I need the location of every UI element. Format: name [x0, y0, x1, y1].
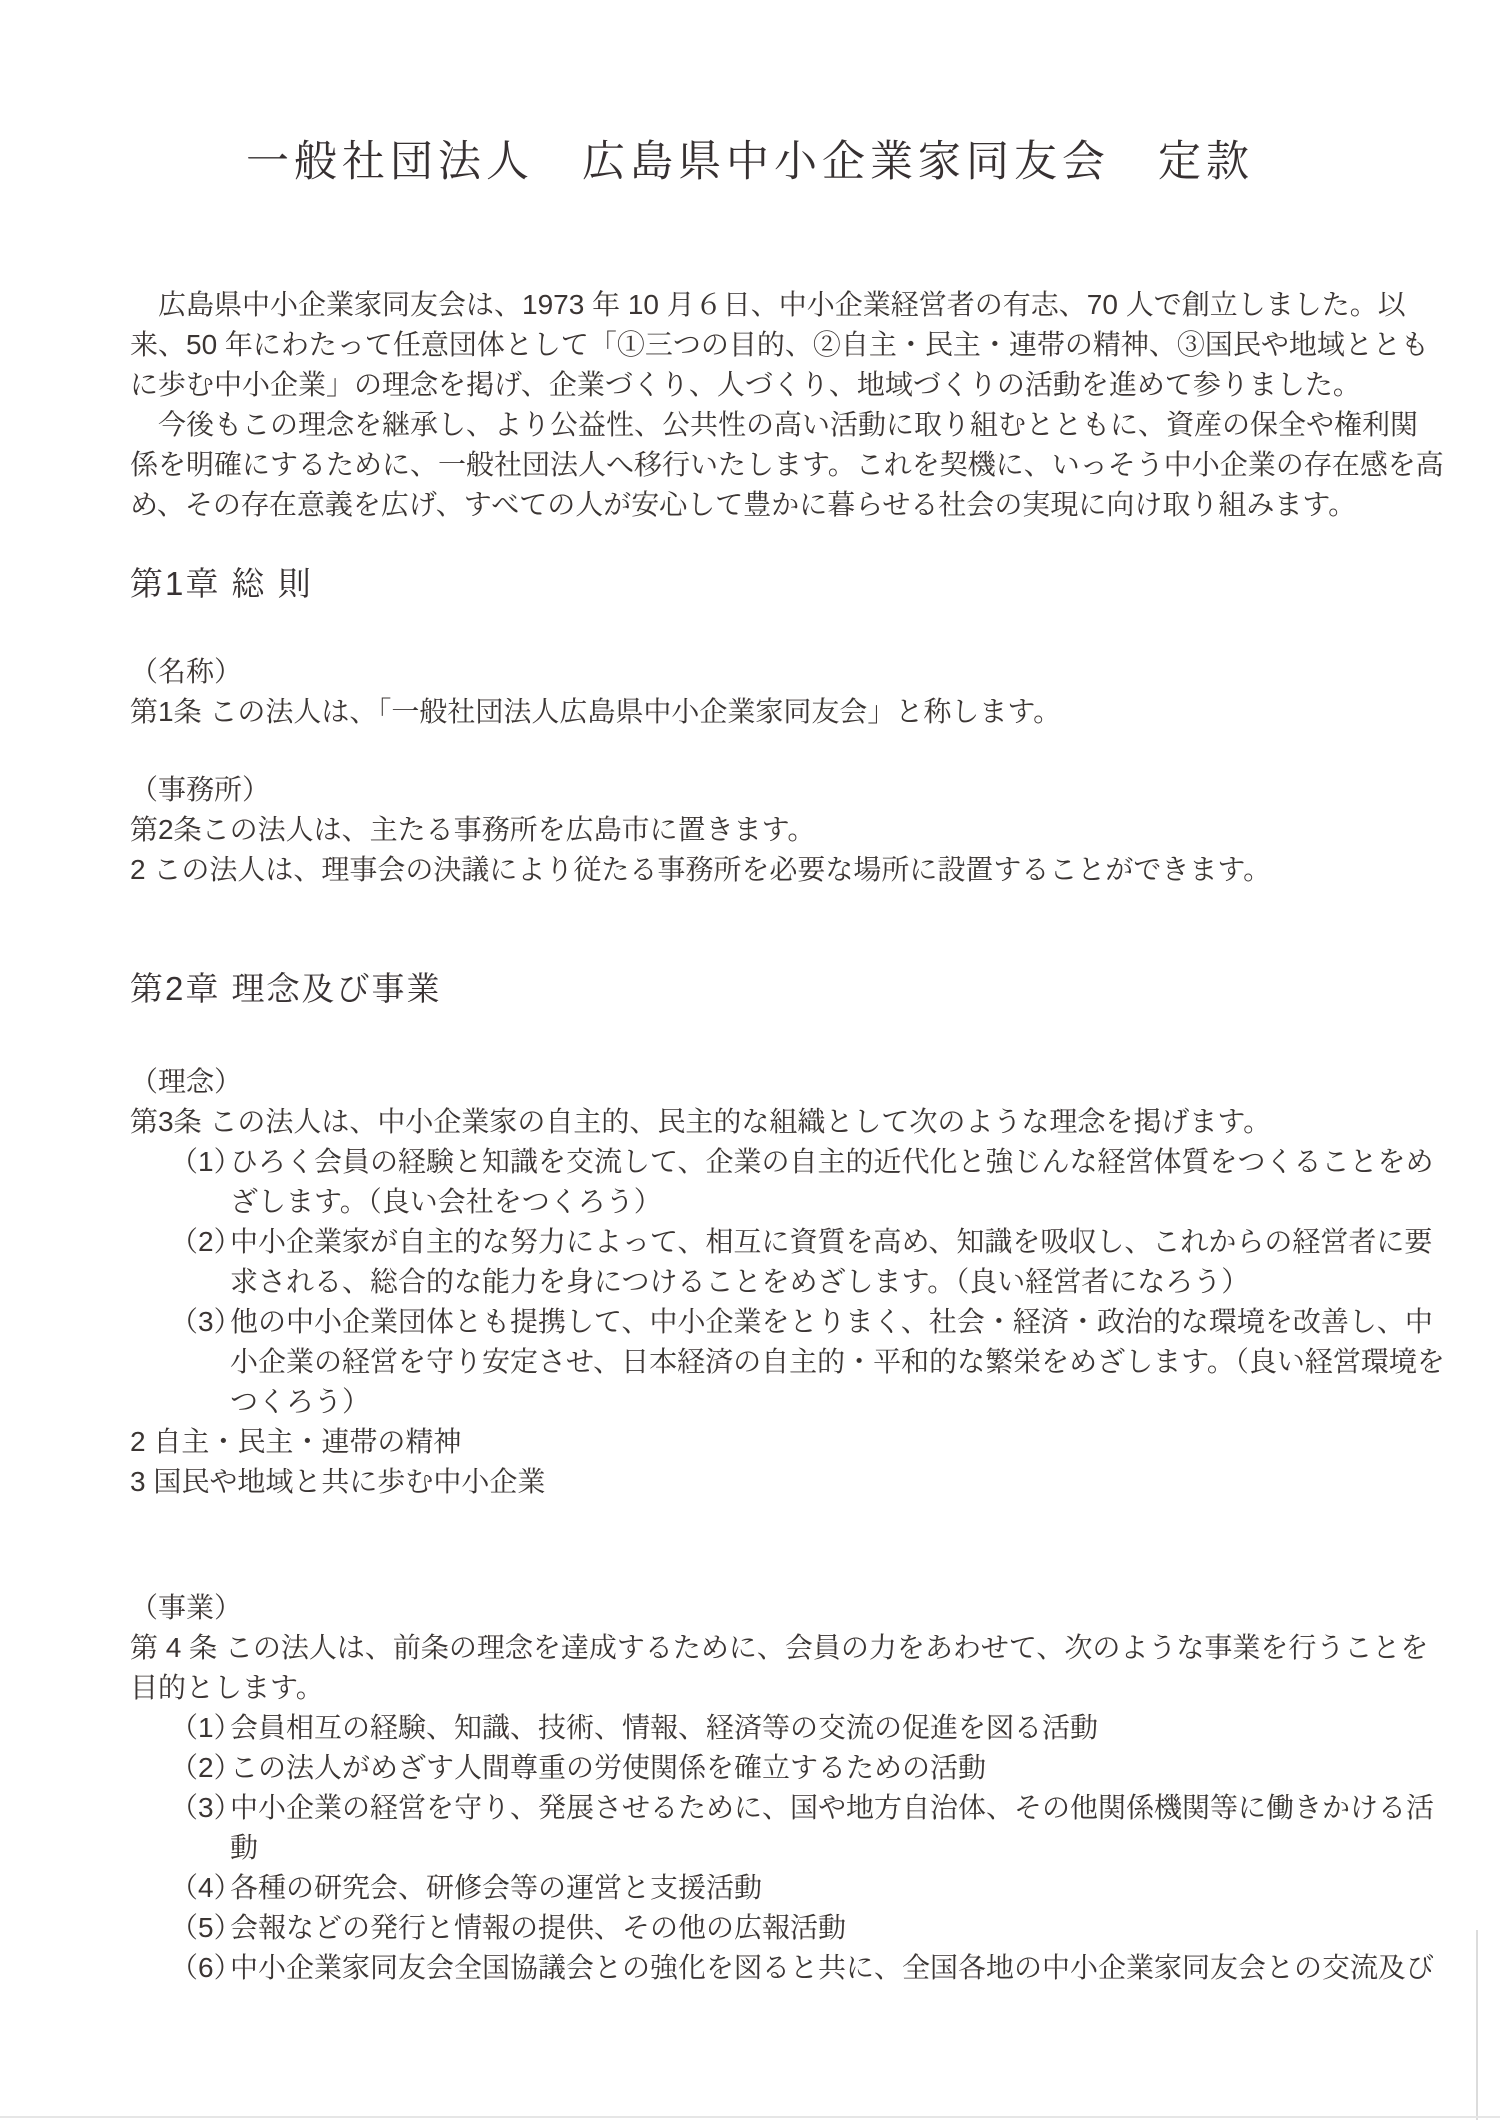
list-item-marker: （3）	[170, 1306, 242, 1337]
article2-label: （事務所）	[130, 774, 271, 805]
list-item-marker: （3）	[170, 1792, 242, 1823]
article4-label: （事業）	[130, 1592, 243, 1623]
page-edge-bottom	[0, 2116, 1500, 2118]
list-item-text: 各種の研究会、研修会等の運営と支援活動	[230, 1872, 763, 1903]
article4-list-item	[130, 1948, 1445, 1988]
article2-text: 第2条この法人は、主たる事務所を広島市に置きます。	[130, 814, 816, 845]
list-item-marker: （1）	[170, 1712, 242, 1743]
list-item-text: ひろく会員の経験と知識を交流して、企業の自主的近代化と強じんな経営体質をつくることをめざします。（良い会社をつくろう）	[230, 1146, 1434, 1217]
article4-text: 第 4 条 この法人は、前条の理念を達成するために、会員の力をあわせて、次のような事業を行うことを目的とします。	[130, 1632, 1429, 1703]
article3-list-item	[130, 1142, 1445, 1222]
list-item-marker: （1）	[170, 1146, 242, 1177]
list-item-text: 中小企業の経営を守り、発展させるために、国や地方自治体、その他関係機関等に働きかける活動	[230, 1792, 1435, 1863]
chapter1-heading: 第1章 総 則	[130, 565, 313, 602]
article3-paragraph3: 3 国民や地域と共に歩む中小企業	[130, 1466, 546, 1497]
list-item-marker: （6）	[170, 1952, 242, 1983]
list-item-marker: （2）	[170, 1226, 242, 1257]
article2-paragraph2: 2 この法人は、理事会の決議により従たる事務所を必要な場所に設置することができます。	[130, 854, 1272, 885]
list-item-marker: （5）	[170, 1912, 242, 1943]
list-item-text: 他の中小企業団体とも提携して、中小企業をとりまく、社会・経済・政治的な環境を改善し、中小企業の経営を守り安定させ、日本経済の自主的・平和的な繁栄をめざします。（良い経営環境をつくろう）	[230, 1306, 1445, 1417]
list-item-marker: （2）	[170, 1752, 242, 1783]
article3-paragraph2: 2 自主・民主・連帯の精神	[130, 1426, 462, 1457]
list-item-text: 会報などの発行と情報の提供、その他の広報活動	[230, 1912, 847, 1943]
article4-list-item	[130, 1748, 1445, 1788]
page-edge-right	[1476, 1930, 1478, 2120]
article3-label: （理念）	[130, 1066, 243, 1097]
article1-text: 第1条 この法人は、「一般社団法人広島県中小企業家同友会」と称します。	[130, 696, 1062, 727]
intro-paragraph-1: 広島県中小企業家同友会は、1973 年 10 月６日、中小企業経営者の有志、70 人で創立しました。以来、50 年にわたって任意団体として「①三つの目的、②自主・民主・連帯の精神、③国民や地域とともに歩む中小企業」の理念を掲げ、企業づくり、人づくり、地域づくりの活動を進めて参りました。	[130, 289, 1429, 400]
article3-text: 第3条 この法人は、中小企業家の自主的、民主的な組織として次のような理念を掲げます。	[130, 1106, 1272, 1137]
article1-label: （名称）	[130, 656, 243, 687]
chapter2-heading: 第2章 理念及び事業	[130, 970, 442, 1007]
article4-list-item	[130, 1708, 1445, 1748]
article3-list-item	[130, 1302, 1445, 1422]
article3-list-item	[130, 1222, 1445, 1302]
article4-list-item	[130, 1868, 1445, 1908]
list-item-marker: （4）	[170, 1872, 242, 1903]
list-item-text: 中小企業家同友会全国協議会との強化を図ると共に、全国各地の中小企業家同友会との交流及び	[230, 1952, 1435, 1983]
list-item-text: 中小企業家が自主的な努力によって、相互に資質を高め、知識を吸収し、これからの経営者に要求される、総合的な能力を身につけることをめざします。（良い経営者になろう）	[230, 1226, 1433, 1297]
intro-paragraph-2: 今後もこの理念を継承し、より公益性、公共性の高い活動に取り組むとともに、資産の保全や権利関係を明確にするために、一般社団法人へ移行いたします。これを契機に、いっそう中小企業の存在感を高め、その存在意義を広げ、すべての人が安心して豊かに暮らせる社会の実現に向け取り組みます。	[130, 409, 1444, 520]
document-title: 一般社団法人 広島県中小企業家同友会 定款	[246, 138, 1254, 186]
list-item-text: 会員相互の経験、知識、技術、情報、経済等の交流の促進を図る活動	[230, 1712, 1099, 1743]
list-item-text: この法人がめざす人間尊重の労使関係を確立するための活動	[230, 1752, 987, 1783]
article4-list-item	[130, 1908, 1445, 1948]
article4-list-item	[130, 1788, 1445, 1868]
